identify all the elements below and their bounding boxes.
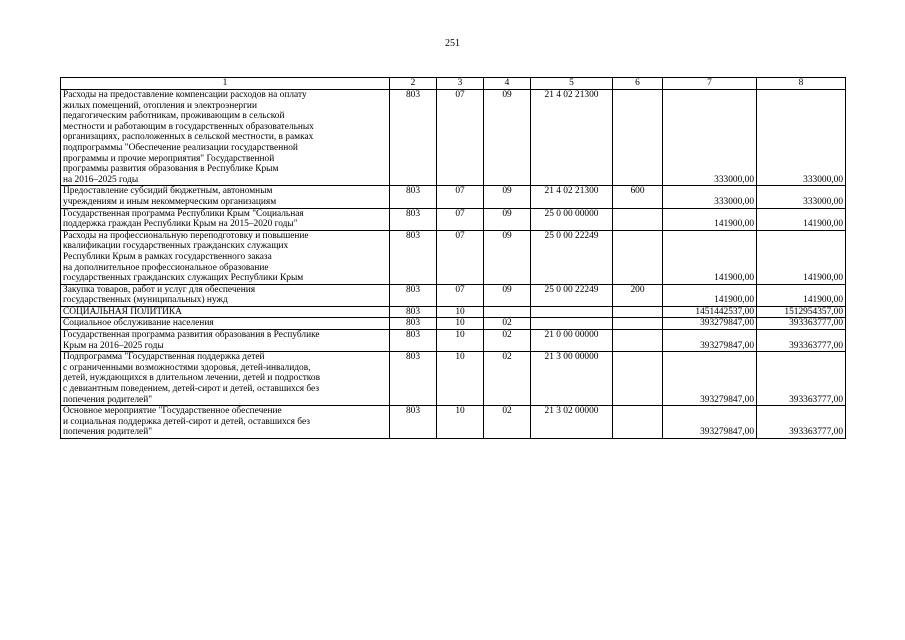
- cell-description: Закупка товаров, работ и услуг для обеспечения государственных (муниципальных) нужд: [61, 284, 390, 306]
- cell-subsection: 02: [484, 330, 531, 352]
- table-row: [61, 318, 846, 330]
- column-header: 2: [390, 78, 437, 90]
- cell-amount-year-2: 393363777,00: [757, 352, 846, 406]
- cell-target-article: 25 0 00 22249: [531, 230, 613, 284]
- cell-description: Расходы на профессиональную переподготовку и повышение квалификации государственных гражданских служащих Республики Крым в рамках государственного заказа на дополнительное профессиональное образование государственных гражданских служащих Республики Крым: [61, 230, 390, 284]
- cell-subsection: 09: [484, 284, 531, 306]
- cell-expense-type: [613, 330, 663, 352]
- cell-ministry-code: 803: [390, 330, 437, 352]
- cell-description: Предоставление субсидий бюджетным, автономным учреждениям и иным некоммерческим организациям: [61, 186, 390, 208]
- cell-description: Расходы на предоставление компенсации расходов на оплату жилых помещений, отопления и электроэнергии педагогическим работникам, проживающим в сельской местности и работающим в государственных образовательных организациях, расположенных в сельской местности, в рамках подпрограммы "Обеспечение реализации государственной программы и прочие мероприятия" Государственной программы развития образования в Республике Крым на 2016–2025 годы: [61, 90, 390, 186]
- table-row: [61, 352, 846, 406]
- cell-amount-year-2: 393363777,00: [757, 330, 846, 352]
- cell-ministry-code: 803: [390, 284, 437, 306]
- cell-target-article: 21 0 00 00000: [531, 330, 613, 352]
- cell-description: Основное мероприятие "Государственное обеспечение и социальная поддержка детей-сирот и детей, оставшихся без попечения родителей": [61, 406, 390, 439]
- table-row: [61, 186, 846, 208]
- cell-ministry-code: 803: [390, 352, 437, 406]
- cell-section: 10: [437, 330, 484, 352]
- table-row: [61, 306, 846, 318]
- cell-ministry-code: 803: [390, 318, 437, 330]
- cell-section: 07: [437, 208, 484, 230]
- page-number: 251: [445, 38, 460, 49]
- cell-amount-year-2: 141900,00: [757, 208, 846, 230]
- table-row: [61, 406, 846, 439]
- cell-amount-year-1: 141900,00: [663, 208, 757, 230]
- cell-amount-year-2: 393363777,00: [757, 318, 846, 330]
- cell-amount-year-1: 393279847,00: [663, 318, 757, 330]
- cell-amount-year-2: 1512954357,00: [757, 306, 846, 318]
- cell-subsection: 09: [484, 186, 531, 208]
- cell-target-article: 21 3 02 00000: [531, 406, 613, 439]
- cell-amount-year-2: 333000,00: [757, 90, 846, 186]
- cell-subsection: [484, 306, 531, 318]
- cell-section: 07: [437, 284, 484, 306]
- cell-expense-type: [613, 230, 663, 284]
- cell-amount-year-2: 393363777,00: [757, 406, 846, 439]
- column-header: 4: [484, 78, 531, 90]
- cell-section: 10: [437, 318, 484, 330]
- cell-expense-type: [613, 306, 663, 318]
- cell-description: Социальное обслуживание населения: [61, 318, 390, 330]
- table-row: [61, 208, 846, 230]
- cell-description: СОЦИАЛЬНАЯ ПОЛИТИКА: [61, 306, 390, 318]
- cell-target-article: 21 4 02 21300: [531, 186, 613, 208]
- column-header: 6: [613, 78, 663, 90]
- column-header: 3: [437, 78, 484, 90]
- cell-ministry-code: 803: [390, 90, 437, 186]
- cell-expense-type: 200: [613, 284, 663, 306]
- column-header: 7: [663, 78, 757, 90]
- cell-target-article: 21 4 02 21300: [531, 90, 613, 186]
- cell-section: 07: [437, 230, 484, 284]
- cell-amount-year-1: 393279847,00: [663, 330, 757, 352]
- cell-target-article: 25 0 00 00000: [531, 208, 613, 230]
- cell-amount-year-1: 393279847,00: [663, 406, 757, 439]
- cell-amount-year-2: 333000,00: [757, 186, 846, 208]
- table-row: [61, 330, 846, 352]
- cell-amount-year-1: 141900,00: [663, 230, 757, 284]
- column-header: 1: [61, 78, 390, 90]
- cell-ministry-code: 803: [390, 230, 437, 284]
- cell-subsection: 02: [484, 352, 531, 406]
- column-header: 8: [757, 78, 846, 90]
- table-row: [61, 284, 846, 306]
- cell-subsection: 02: [484, 318, 531, 330]
- table-row: [61, 90, 846, 186]
- table-row: [61, 230, 846, 284]
- cell-section: 10: [437, 406, 484, 439]
- cell-expense-type: [613, 318, 663, 330]
- cell-amount-year-1: 393279847,00: [663, 352, 757, 406]
- cell-amount-year-1: 141900,00: [663, 284, 757, 306]
- budget-table: [60, 77, 846, 439]
- table-header-row: [61, 78, 846, 90]
- cell-section: 10: [437, 306, 484, 318]
- cell-ministry-code: 803: [390, 186, 437, 208]
- cell-amount-year-2: 141900,00: [757, 284, 846, 306]
- cell-expense-type: [613, 90, 663, 186]
- cell-description: Государственная программа Республики Крым "Социальная поддержка граждан Республики Крым на 2015–2020 годы": [61, 208, 390, 230]
- cell-amount-year-1: 1451442537,00: [663, 306, 757, 318]
- cell-amount-year-1: 333000,00: [663, 186, 757, 208]
- cell-expense-type: 600: [613, 186, 663, 208]
- cell-target-article: 25 0 00 22249: [531, 284, 613, 306]
- cell-ministry-code: 803: [390, 306, 437, 318]
- cell-description: Подпрограмма "Государственная поддержка детей с ограниченными возможностями здоровья, детей-инвалидов, детей, нуждающихся в длительном лечении, детей и подростков с девиантным поведением, детей-сирот и детей, оставшихся без попечения родителей": [61, 352, 390, 406]
- cell-ministry-code: 803: [390, 406, 437, 439]
- cell-amount-year-2: 141900,00: [757, 230, 846, 284]
- cell-ministry-code: 803: [390, 208, 437, 230]
- cell-subsection: 09: [484, 208, 531, 230]
- cell-expense-type: [613, 406, 663, 439]
- column-header: 5: [531, 78, 613, 90]
- cell-description: Государственная программа развития образования в Республике Крым на 2016–2025 годы: [61, 330, 390, 352]
- cell-subsection: 09: [484, 230, 531, 284]
- cell-section: 10: [437, 352, 484, 406]
- cell-target-article: [531, 306, 613, 318]
- cell-target-article: 21 3 00 00000: [531, 352, 613, 406]
- cell-target-article: [531, 318, 613, 330]
- cell-expense-type: [613, 208, 663, 230]
- cell-subsection: 09: [484, 90, 531, 186]
- cell-amount-year-1: 333000,00: [663, 90, 757, 186]
- cell-subsection: 02: [484, 406, 531, 439]
- cell-section: 07: [437, 90, 484, 186]
- cell-section: 07: [437, 186, 484, 208]
- cell-expense-type: [613, 352, 663, 406]
